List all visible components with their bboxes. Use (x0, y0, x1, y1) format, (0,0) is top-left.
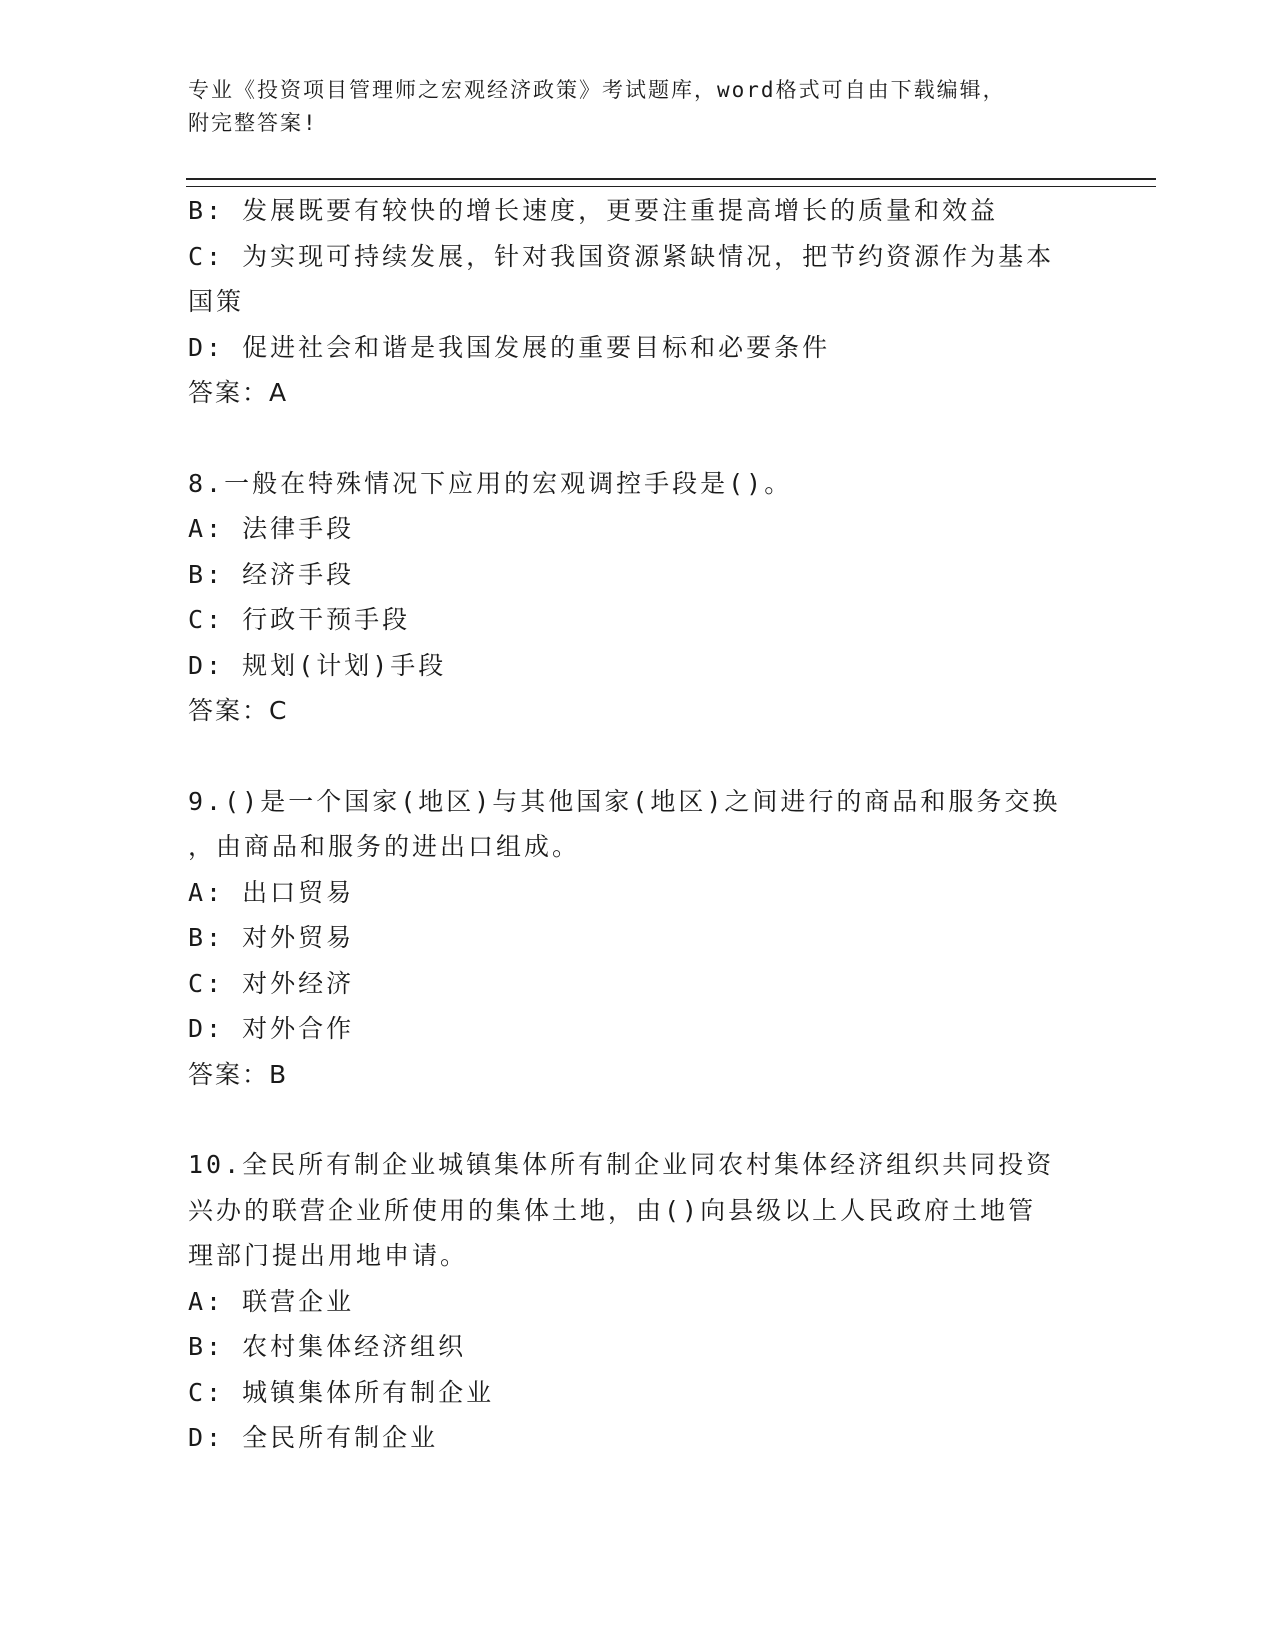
question-8 (188, 461, 1088, 734)
question-10 (188, 1142, 1088, 1461)
header-line-1: 专业《投资项目管理师之宏观经济政策》考试题库，word格式可自由下载编辑， (188, 78, 1006, 102)
option-d: D: 对外合作 (188, 1014, 355, 1043)
option-d: D: 全民所有制企业 (188, 1423, 439, 1452)
question-stem-continued: ，由商品和服务的进出口组成。 (188, 832, 581, 861)
option-b: B: 经济手段 (188, 559, 355, 589)
header-divider (186, 178, 1156, 187)
option-a: A: 联营企业 (188, 1286, 355, 1316)
question-9 (188, 779, 1088, 1098)
option-b: B: 对外贸易 (188, 923, 355, 952)
option-c: C: 城镇集体所有制企业 (188, 1377, 495, 1407)
question-stem: 8.一般在特殊情况下应用的宏观调控手段是()。 (188, 468, 793, 498)
option-d: D: 规划(计划)手段 (188, 650, 447, 680)
option-c: C: 对外经济 (188, 968, 355, 998)
question-stem: 10.全民所有制企业城镇集体所有制企业同农村集体经济组织共同投资 (188, 1150, 1055, 1179)
header-line-2: 附完整答案! (188, 111, 318, 135)
question-stem-continued: 兴办的联营企业所使用的集体土地，由()向县级以上人民政府土地管 (188, 1195, 1037, 1225)
option-d: D: 促进社会和谐是我国发展的重要目标和必要条件 (188, 332, 831, 362)
option-a: A: 法律手段 (188, 514, 355, 543)
question-stem: 9.()是一个国家(地区)与其他国家(地区)之间进行的商品和服务交换 (188, 786, 1061, 816)
answer: 答案：A (188, 378, 289, 407)
question-stem-continued: 理部门提出用地申请。 (188, 1241, 469, 1270)
question-7-continued (188, 188, 1088, 416)
option-b: B: 发展既要有较快的增长速度，更要注重提高增长的质量和效益 (188, 196, 999, 225)
option-c: C: 行政干预手段 (188, 605, 411, 634)
option-c-continued: 国策 (188, 287, 245, 316)
option-b: B: 农村集体经济组织 (188, 1332, 467, 1361)
answer: 答案：B (188, 1059, 289, 1089)
document-header (188, 74, 1068, 140)
option-a: A: 出口贸易 (188, 877, 355, 907)
document-body (188, 188, 1088, 1461)
answer: 答案：C (188, 696, 289, 725)
option-c: C: 为实现可持续发展，针对我国资源紧缺情况，把节约资源作为基本 (188, 241, 1055, 271)
